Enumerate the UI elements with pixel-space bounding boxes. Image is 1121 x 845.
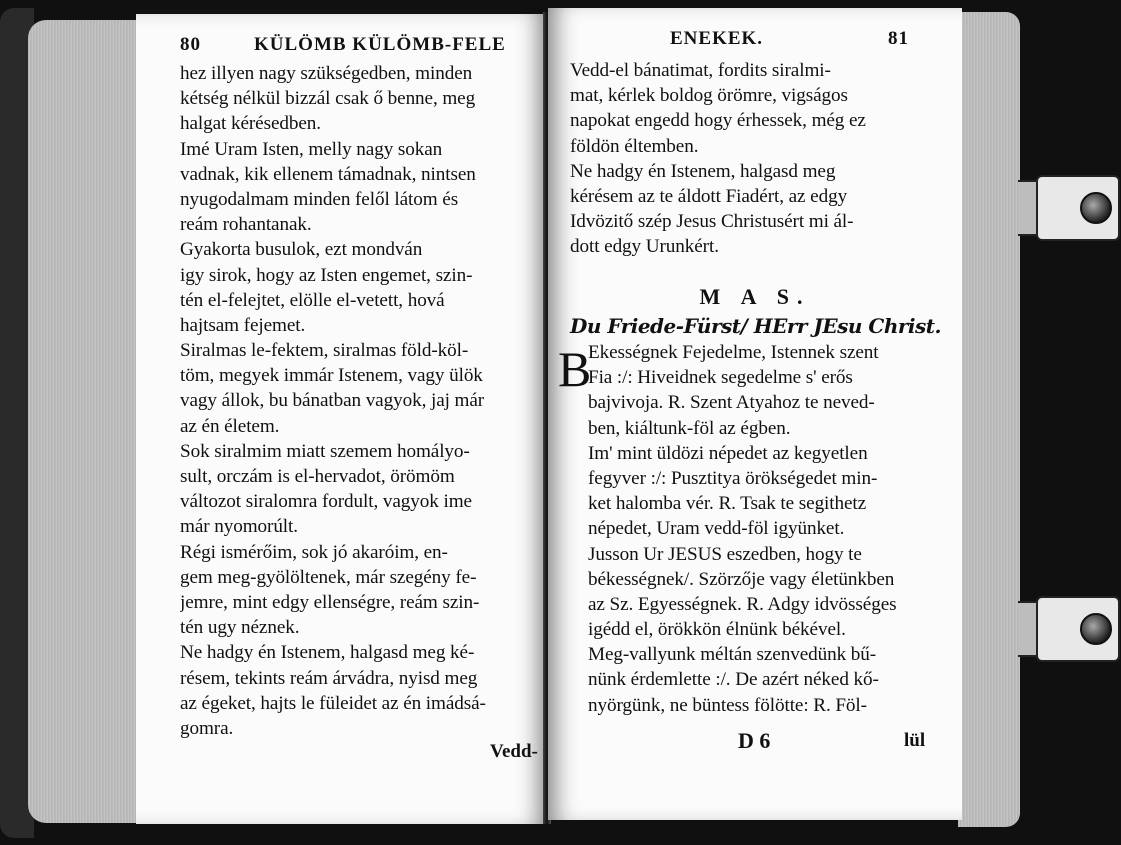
- text-line: az égeket, hajts le füleidet az én imádsá-: [180, 692, 486, 714]
- text-line: tén el-felejtet, elölle el-vetett, hová: [180, 289, 445, 311]
- text-line: mat, kérlek boldog örömre, vigságos: [570, 85, 848, 107]
- clasp-bottom: [1036, 596, 1120, 662]
- rivet-icon: [1080, 192, 1112, 224]
- page-edges-left: [28, 20, 136, 823]
- text-line: népedet, Uram vedd-föl igyünket.: [588, 518, 845, 540]
- hymn-text: [588, 340, 950, 718]
- text-line: tén ugy néznek.: [180, 617, 300, 639]
- text-line: Ekességnek Fejedelme, Istennek szent: [588, 342, 879, 363]
- text-line: Meg-vallyunk méltán szenvedünk bű-: [588, 644, 877, 666]
- text-line: Ne hadgy én Istenem, halgasd meg: [570, 160, 836, 182]
- text-line: nyörgünk, ne büntess fölötte: R. Föl-: [588, 694, 867, 716]
- text-line: Ne hadgy én Istenem, halgasd meg ké-: [180, 642, 475, 664]
- text-line: sult, orczám is el-hervadot, örömöm: [180, 466, 455, 487]
- page-edges-right: [958, 12, 1020, 827]
- text-line: halgat kérésedben.: [180, 113, 321, 135]
- rivet-icon: [1080, 613, 1112, 645]
- text-line: az Sz. Egyességnek. R. Adgy idvösséges: [588, 593, 897, 615]
- text-line: Vedd-el bánatimat, fordits siralmi-: [570, 60, 831, 81]
- left-page-number: 80: [180, 34, 201, 55]
- text-line: nyugodalmam minden felől látom és: [180, 188, 459, 210]
- text-line: bajvivoja. R. Szent Atyahoz te neved-: [588, 392, 875, 414]
- text-line: Siralmas le-fektem, siralmas föld-köl-: [180, 340, 469, 362]
- text-line: jemre, mint edgy ellenségre, reám szin-: [180, 591, 480, 613]
- clasp-top: [1036, 175, 1120, 241]
- text-line: hez illyen nagy szükségedben, minden: [180, 63, 473, 84]
- text-line: békességnek/. Szörzője vagy életünkben: [588, 568, 895, 590]
- text-line: változot siralomra fordult, vagyok ime: [180, 491, 472, 513]
- text-line: gem meg-gyölöltenek, már szegény fe-: [180, 566, 477, 588]
- right-page-number: 81: [888, 28, 909, 49]
- text-line: az én életem.: [180, 415, 280, 437]
- text-line: igédd el, örökkön élnünk békével.: [588, 619, 846, 641]
- text-line: ket halomba vér. R. Tsak te segithetz: [588, 493, 867, 515]
- text-line: hajtsam fejemet.: [180, 314, 306, 336]
- text-line: kétség nélkül bizzál csak ő benne, meg: [180, 88, 476, 110]
- text-line: dott edgy Urunkért.: [570, 236, 719, 258]
- right-running-head: ENEKEK.: [670, 28, 764, 49]
- right-page-text: [570, 58, 950, 260]
- left-running-head: KÜLÖMB KÜLÖMB-FELE: [254, 34, 506, 55]
- text-line: vagy állok, bu bánatban vagyok, jaj már: [180, 390, 485, 412]
- text-line: Jusson Ur JESUS eszedben, hogy te: [588, 543, 862, 565]
- text-line: nünk érdemlette :/. De azért néked kő-: [588, 669, 879, 691]
- text-line: Régi ismérőim, sok jó akaróim, en-: [180, 541, 448, 563]
- german-hymn-title: Du Friede-Fürst/ HErr JEsu Christ.: [570, 314, 941, 338]
- text-line: igy sirok, hogy az Isten engemet, szin-: [180, 264, 473, 286]
- section-title: M A S.: [699, 284, 811, 309]
- text-line: résem, tekints reám árvádra, nyisd meg: [180, 667, 478, 689]
- text-line: Fia :/: Hiveidnek segedelme s' erős: [588, 367, 853, 389]
- text-line: ben, kiáltunk-föl az égben.: [588, 417, 791, 439]
- text-line: Im' mint üldözi népedet az kegyetlen: [588, 442, 868, 464]
- text-line: már nyomorúlt.: [180, 516, 298, 538]
- text-line: töm, megyek immár Istenem, vagy ülök: [180, 365, 483, 387]
- right-catchword: lül: [904, 730, 926, 751]
- signature-mark: D 6: [738, 728, 771, 753]
- text-line: fegyver :/: Pusztitya örökségedet min-: [588, 467, 878, 489]
- text-line: gomra.: [180, 717, 234, 739]
- left-page-text: [180, 61, 544, 741]
- text-line: vadnak, kik ellenem támadnak, nintsen: [180, 163, 476, 185]
- drop-cap: B: [558, 341, 592, 397]
- text-line: Imé Uram Isten, melly nagy sokan: [180, 138, 443, 160]
- text-line: reám rohantanak.: [180, 214, 312, 236]
- text-line: földön éltemben.: [570, 135, 699, 157]
- text-line: Gyakorta busulok, ezt mondván: [180, 239, 423, 261]
- text-line: Sok siralmim miatt szemem homályo-: [180, 440, 470, 462]
- text-line: Idvözitő szép Jesus Christusért mi ál-: [570, 211, 854, 233]
- right-page: [548, 8, 962, 820]
- left-catchword: Vedd-: [490, 741, 538, 762]
- text-line: kérésem az te áldott Fiadért, az edgy: [570, 185, 848, 207]
- left-page: [136, 14, 546, 824]
- text-line: napokat engedd hogy érhessek, még ez: [570, 110, 866, 132]
